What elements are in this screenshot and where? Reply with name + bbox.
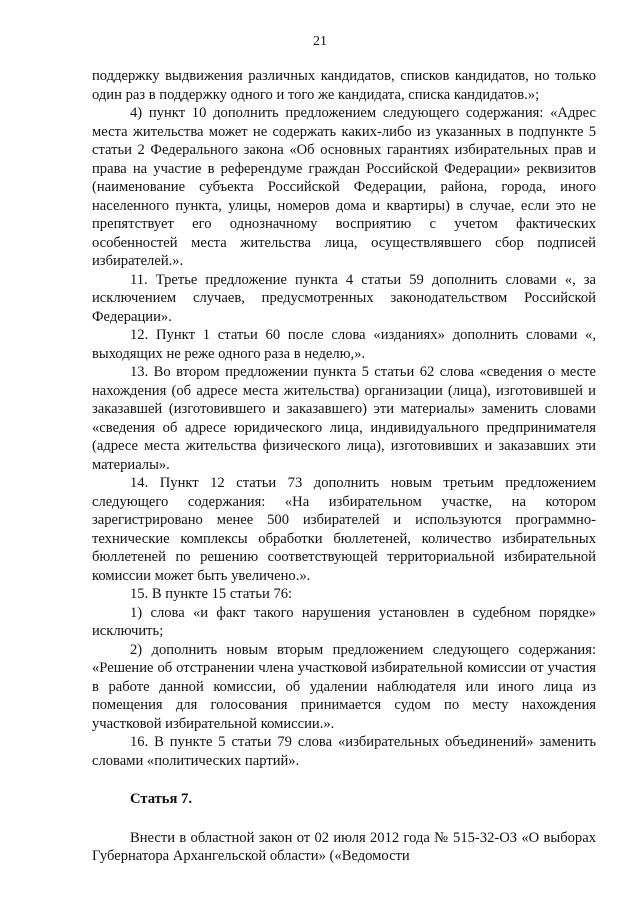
- paragraph-item-11: 11. Третье предложение пункта 4 статьи 59 дополнить словами «, за исключением случаев, предусмотренных законодательством Российской Федерации».: [92, 271, 596, 325]
- paragraph-item-4: 4) пункт 10 дополнить предложением следующего содержания: «Адрес места жительства может не содержать каких-либо из указанных в подпункте 5 статьи 2 Федерального закона «Об основных гарантиях избирательных прав и права на участие в референдуме граждан Российской Федерации» реквизитов (наименование субъекта Российской Федерации, района, города, иного населенного пункта, улицы, номеров дома и квартиры) в случае, если это не препятствует его однозначному восприятию с учетом фактических особенностей места жительства лица, осуществлявшего сбор подписей избирателей.».: [92, 105, 596, 269]
- document-body: [92, 67, 596, 866]
- paragraph-continuation: поддержку выдвижения различных кандидатов, списков кандидатов, но только один раз в поддержку одного и того же кандидата, списка кандидатов.»;: [92, 68, 596, 103]
- paragraph-item-15: 15. В пункте 15 статьи 76:: [130, 586, 293, 602]
- paragraph-item-14: 14. Пункт 12 статьи 73 дополнить новым третьим предложением следующего содержания: «На избирательном участке, на котором зарегистрировано менее 500 избирателей и используются программно-технические комплексы обработки бюллетеней, количество избирательных бюллетеней по решению соответствующей территориальной избирательной комиссии может быть увеличено.».: [92, 475, 596, 584]
- paragraph-item-16: 16. В пункте 5 статьи 79 слова «избирательных объединений» заменить словами «политических партий».: [92, 734, 596, 769]
- paragraph-item-15-sub-2: 2) дополнить новым вторым предложением следующего содержания: «Решение об отстранении члена участковой избирательной комиссии от участия в работе данной комиссии, об удалении наблюдателя или иного лица из помещения для голосования принимается судом по месту нахождения участковой избирательной комиссии.».: [92, 641, 596, 732]
- article-paragraph: Внести в областной закон от 02 июля 2012 года № 515-32-ОЗ «О выборах Губернатора Архангельской области» («Ведомости: [92, 829, 596, 864]
- paragraph-item-15-sub-1: 1) слова «и факт такого нарушения установлен в судебном порядке» исключить;: [92, 604, 596, 639]
- article-heading: Статья 7.: [130, 791, 192, 807]
- page-number: 21: [313, 34, 327, 49]
- paragraph-item-13: 13. Во втором предложении пункта 5 статьи 62 слова «сведения о месте нахождения (об адресе места жительства) организации (лица), изготовившей и заказавшей (изготовившего и заказавшего) эти материалы» заменить словами «сведения об адресе юридического лица, индивидуального предпринимателя (адресе места жительства физического лица), изготовивших и заказавших эти материалы».: [92, 364, 596, 473]
- paragraph-item-12: 12. Пункт 1 статьи 60 после слова «изданиях» дополнить словами «, выходящих не реже одного раза в неделю,».: [92, 327, 596, 362]
